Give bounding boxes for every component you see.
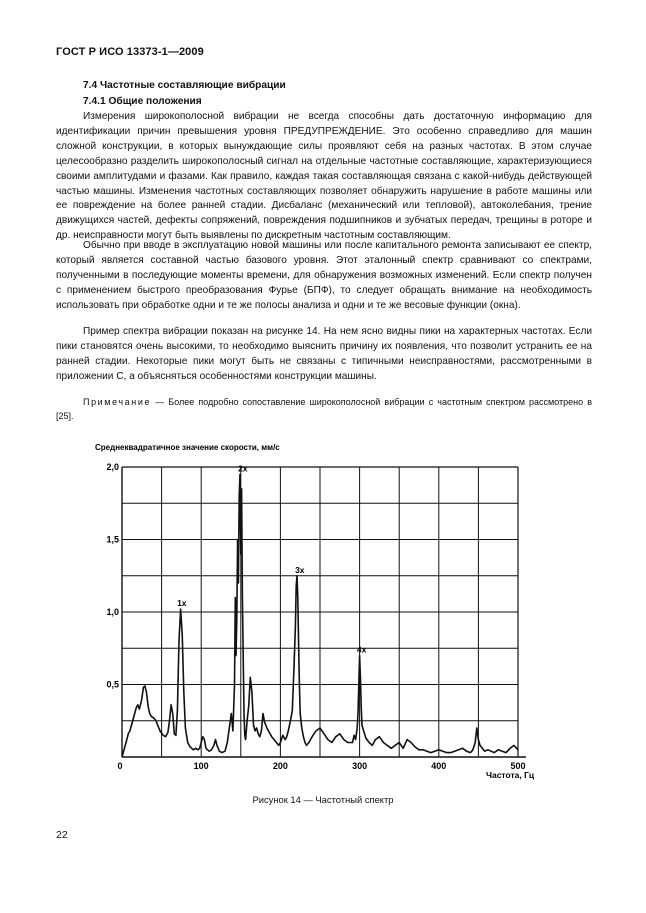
paragraph-1: Измерения широкополосной вибрации не всегда способны дать достаточную информацию для идентификации причин превышения уровня ПРЕДУПРЕЖДЕНИЕ. Это особенно справедливо для машин сложной конструкции, в которых вынуждающие силы проявляют себя на разных частотах. В этом случае целесообразно разделить широкополосный сигнал на отдельные частотные составляющие, характеризующиеся своими амплитудами и фазами. Как правило, каждая такая составляющая связана с какой-нибудь действующей частью машины. Изменения частотных составляющих позволяет обнаружить нарушение в работе машины или ее повреждение на более ранней стадии. Дисбаланс (механический или тепловой), автоколебания, трение движущихся частей, дефекты сопряжений, повреждения подшипников и зубчатых передач, трещины в роторе и др. неисправности могут быть выявлены по дискретным частотным составляющим. bbox=[56, 111, 592, 242]
paragraph-3: Пример спектра вибрации показан на рисунке 14. На нем ясно видны пики на характерных частотах. Если пики становятся очень высокими, то необходимо выяснить причину их появления, что позволит устранить ее на ранней стадии. Некоторые пики могут быть не связаны с типичными неисправностями, рассмотренными в приложении С, а объясняться особенностями конструкции машины. bbox=[56, 326, 592, 382]
section-heading: 7.4 Частотные составляющие вибрации bbox=[83, 80, 286, 91]
y-axis-label: Среднеквадратичное значение скорости, мм/с bbox=[95, 443, 280, 452]
y-tick-label: 2,0 bbox=[106, 462, 119, 472]
x-axis-label: Частота, Гц bbox=[486, 770, 535, 780]
x-tick-label: 200 bbox=[272, 761, 288, 771]
x-tick-label: 300 bbox=[352, 761, 368, 771]
x-tick-label: 0 bbox=[117, 761, 123, 771]
chart-annotations bbox=[177, 463, 367, 654]
x-tick-label: 500 bbox=[510, 761, 526, 771]
subsection-heading: 7.4.1 Общие положения bbox=[83, 96, 202, 107]
peak-label: 2x bbox=[238, 463, 248, 474]
peak-label: 1x bbox=[177, 598, 187, 609]
document-header: ГОСТ Р ИСО 13373-1—2009 bbox=[56, 46, 204, 58]
x-tick-label: 400 bbox=[431, 761, 447, 771]
paragraph-2: Обычно при вводе в эксплуатацию новой машины или после капитального ремонта записывают ее спектр, который является составной частью базового уровня. Этот эталонный спектр сравнивают со спектрами, полученными в последующие моменты времени, для обнаружения возможных изменений. Если спектр получен с применением быстрого преобразования Фурье (БПФ), то следует обращать внимание на необходимость использовать при обработке одни и те же полосы анализа и одни и те же весовые функции (окна). bbox=[56, 240, 592, 311]
x-tick-label: 100 bbox=[193, 761, 209, 771]
page-number: 22 bbox=[56, 829, 68, 841]
note-text: — Более подробно сопоставление широкополосной вибрации с частотным спектром рассмотрено в [25]. bbox=[56, 397, 592, 421]
peak-label: 3x bbox=[295, 564, 305, 575]
peak-label: 4x bbox=[356, 644, 367, 655]
y-tick-label: 1,0 bbox=[106, 607, 119, 617]
note-label: Примечание bbox=[83, 397, 152, 407]
y-tick-label: 0,5 bbox=[106, 679, 119, 690]
figure-caption: Рисунок 14 — Частотный спектр bbox=[252, 794, 394, 805]
y-tick-label: 1,5 bbox=[106, 534, 119, 545]
